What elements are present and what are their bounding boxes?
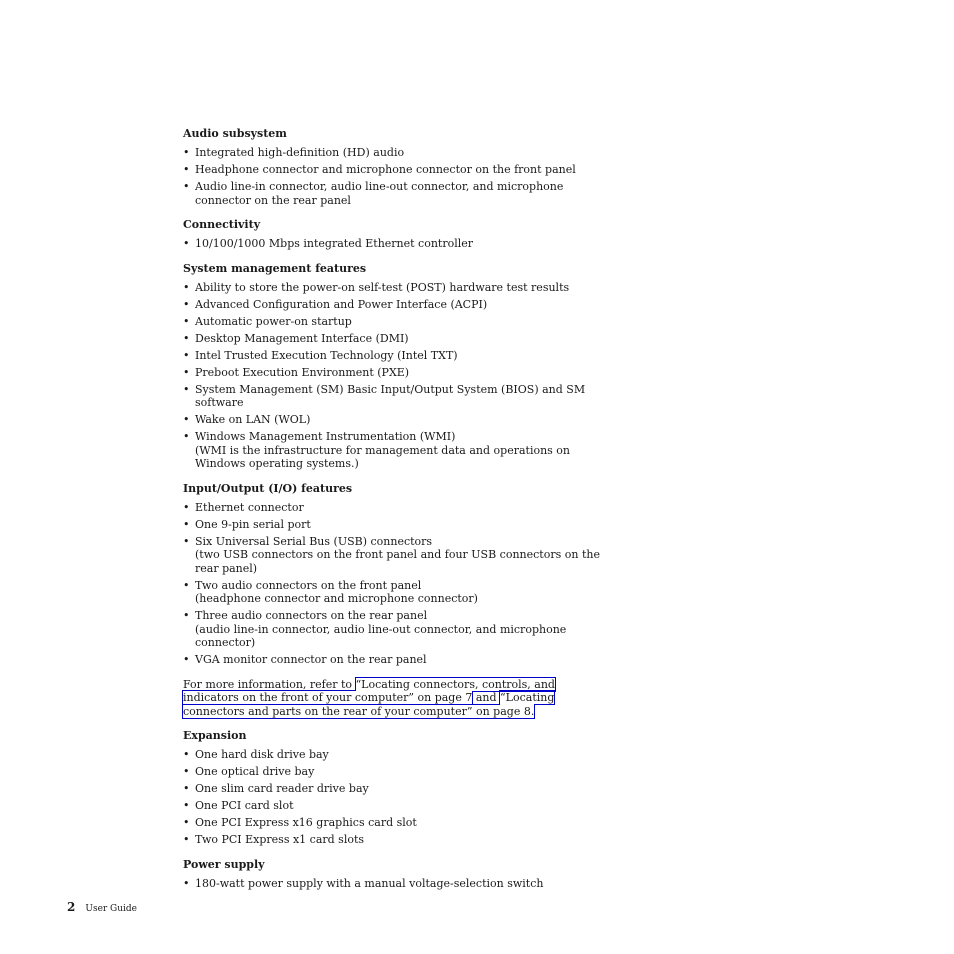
list-item: • Two audio connectors on the front panel (headphone connector and microphone connector) <box>183 579 613 606</box>
rear-audio-note: (audio line-in connector, audio line-out connector, and microphone connector) <box>195 622 567 649</box>
power-list <box>183 877 613 891</box>
list-item: • Two PCI Express x1 card slots <box>183 833 365 846</box>
system-management-list <box>183 281 613 471</box>
list-item: • Ethernet connector <box>183 500 304 514</box>
list-item: • Intel Trusted Execution Technology (Intel TXT) <box>183 348 458 362</box>
expansion-list <box>183 748 613 847</box>
list-item: • Wake on LAN (WOL) <box>183 413 311 426</box>
more-info-paragraph: For more information, refer to “Locating connectors, controls, and indicators on the front of your computer” on page 7 and “Locating connectors and parts on the rear of your computer” on page 8. <box>183 677 555 718</box>
front-audio-note: (headphone connector and microphone connector) <box>195 592 478 605</box>
list-item: • One hard disk drive bay <box>183 748 329 761</box>
list-item: • 180-watt power supply with a manual voltage-selection switch <box>183 876 544 890</box>
section-title-connectivity: Connectivity <box>183 218 261 231</box>
list-item: • Audio line-in connector, audio line-out connector, and microphone connector on the rear panel <box>183 180 564 207</box>
list-item: • One 9-pin serial port <box>183 517 311 531</box>
list-item: • Headphone connector and microphone connector on the front panel <box>183 163 576 176</box>
link-front-connectors[interactable]: “Locating connectors, controls, and indicators on the front of your computer” on page 7 <box>183 677 555 704</box>
io-list <box>183 501 613 667</box>
section-title-power: Power supply <box>183 857 265 871</box>
section-title-io: Input/Output (I/O) features <box>183 481 353 495</box>
section-title-system-management: System management features <box>183 261 367 275</box>
page-number: 2 <box>67 900 76 914</box>
list-item: • VGA monitor connector on the rear panel <box>183 653 427 666</box>
list-item: • One slim card reader drive bay <box>183 782 369 795</box>
list-item: • One PCI card slot <box>183 799 294 812</box>
list-item: • 10/100/1000 Mbps integrated Ethernet controller <box>183 237 474 250</box>
document-body <box>183 127 613 901</box>
audio-list <box>183 146 613 207</box>
list-item: • Advanced Configuration and Power Interface (ACPI) <box>183 297 488 311</box>
list-item: • Integrated high-definition (HD) audio <box>183 146 405 159</box>
list-item: • System Management (SM) Basic Input/Output System (BIOS) and SM software <box>183 382 586 409</box>
usb-note: (two USB connectors on the front panel and four USB connectors on the rear panel) <box>195 548 600 575</box>
list-item: • Automatic power-on startup <box>183 314 352 328</box>
connectivity-list <box>183 237 613 251</box>
footer-label: User Guide <box>85 904 138 914</box>
list-item: • Ability to store the power-on self-test (POST) hardware test results <box>183 280 570 294</box>
list-item: • Preboot Execution Environment (PXE) <box>183 365 410 379</box>
list-item: • Three audio connectors on the rear panel (audio line-in connector, audio line-out connector, and microphone connector) <box>183 609 613 650</box>
list-item: • Desktop Management Interface (DMI) <box>183 331 409 345</box>
link-rear-connectors[interactable]: “Locating connectors and parts on the rear of your computer” on page 8. <box>183 691 555 718</box>
section-title-audio: Audio subsystem <box>183 127 287 140</box>
page-footer <box>67 900 137 914</box>
list-item: • Windows Management Instrumentation (WMI) (WMI is the infrastructure for management data and operations on Windows operating systems.) <box>183 430 613 471</box>
list-item: • Six Universal Serial Bus (USB) connectors (two USB connectors on the front panel and four USB connectors on the rear panel) <box>183 535 613 576</box>
list-item: • One optical drive bay <box>183 765 315 778</box>
wmi-note: (WMI is the infrastructure for management data and operations on Windows operating systems.) <box>195 443 571 470</box>
section-title-expansion: Expansion <box>183 729 247 742</box>
list-item: • One PCI Express x16 graphics card slot <box>183 816 417 829</box>
